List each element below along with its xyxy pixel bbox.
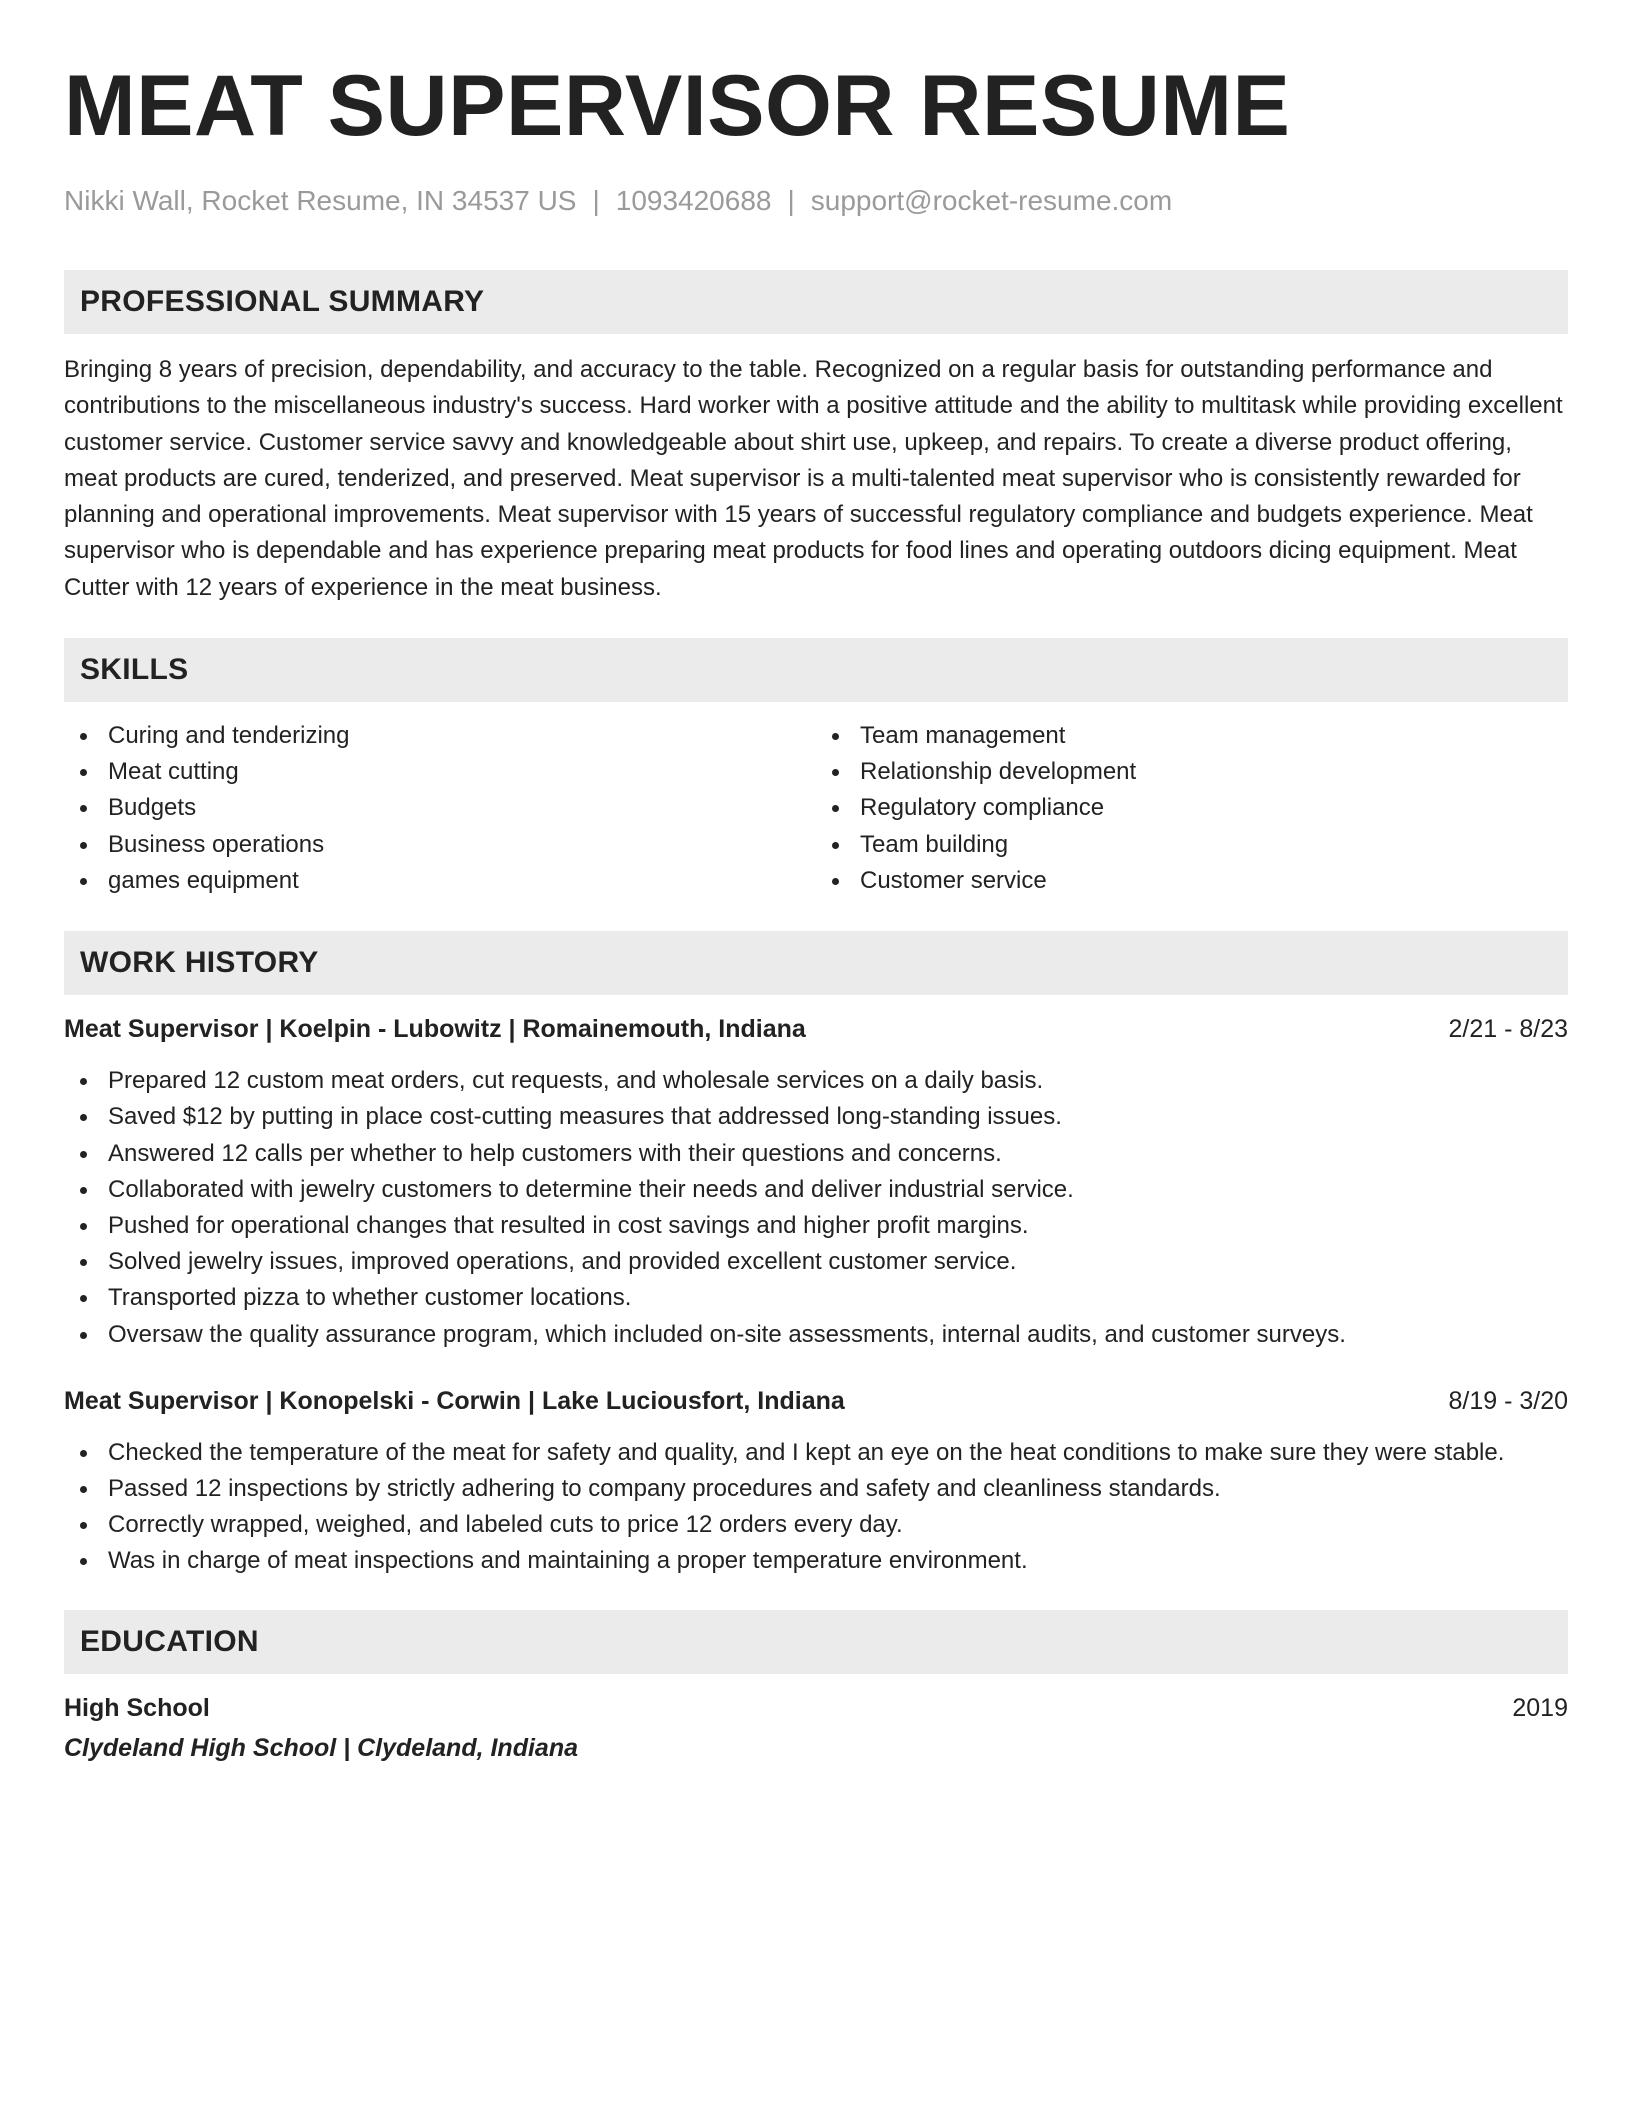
summary-text: Bringing 8 years of precision, dependability, and accuracy to the table. Recognized on a regular basis for outstanding performance and contributions to the miscellaneous industry's success. Hard worker with a positive attitude and the ability to multitask while providing excellent customer service. Customer service savvy and knowledgeable about shirt use, upkeep, and repairs. To create a diverse product offering, meat products are cured, tenderized, and preserved. Meat supervisor is a multi-talented meat supervisor who is consistently rewarded for planning and operational improvements. Meat supervisor with 15 years of successful regulatory compliance and budgets experience. Meat supervisor who is dependable and has experience preparing meat products for food lines and operating outdoors dicing equipment. Meat Cutter with 12 years of experience in the meat business. — [64, 356, 1563, 601]
skills-section — [64, 638, 1568, 899]
job-bullet: Answered 12 calls per whether to help customers with their questions and concerns. — [64, 1136, 1568, 1172]
skill-item: Regulatory compliance — [816, 790, 1568, 826]
job-bullet: Prepared 12 custom meat orders, cut requests, and wholesale services on a daily basis. — [64, 1063, 1568, 1099]
job-entry — [64, 1381, 1568, 1580]
job-dates: 8/19 - 3/20 — [1448, 1386, 1568, 1415]
education-entry — [64, 1688, 1568, 1768]
job-title: Meat Supervisor | Koelpin - Lubowitz | Romainemouth, Indiana — [64, 1015, 806, 1044]
job-title: Meat Supervisor | Konopelski - Corwin | Lake Luciousfort, Indiana — [64, 1386, 845, 1415]
job-dates: 2/21 - 8/23 — [1448, 1015, 1568, 1044]
job-bullet-list — [64, 1063, 1568, 1353]
job-bullet: Solved jewelry issues, improved operations, and provided excellent customer service. — [64, 1244, 1568, 1280]
contact-separator: | — [787, 185, 795, 216]
education-degree: High School — [64, 1693, 210, 1722]
job-bullet: Was in charge of meat inspections and maintaining a proper temperature environment. — [64, 1543, 1568, 1579]
skill-item: Budgets — [64, 790, 816, 826]
contact-email: support@rocket-resume.com — [810, 185, 1173, 216]
section-heading-skills: SKILLS — [64, 638, 1568, 702]
skill-item: Relationship development — [816, 754, 1568, 790]
job-bullet: Saved $12 by putting in place cost-cutting measures that addressed long-standing issues. — [64, 1099, 1568, 1135]
contact-address: Nikki Wall, Rocket Resume, IN 34537 US — [64, 185, 577, 216]
job-bullet: Pushed for operational changes that resulted in cost savings and higher profit margins. — [64, 1208, 1568, 1244]
section-heading-work-history: WORK HISTORY — [64, 931, 1568, 995]
skill-item: Business operations — [64, 827, 816, 863]
skill-item: games equipment — [64, 863, 816, 899]
education-header — [64, 1688, 1568, 1728]
resume-title: MEAT SUPERVISOR RESUME — [64, 58, 1291, 154]
contact-phone: 1093420688 — [615, 185, 772, 216]
skill-item: Team building — [816, 827, 1568, 863]
education-school: Clydeland High School | Clydeland, Indiana — [64, 1733, 579, 1762]
skill-item: Meat cutting — [64, 754, 816, 790]
skill-item: Customer service — [816, 863, 1568, 899]
contact-line — [64, 184, 1568, 218]
section-heading-summary: PROFESSIONAL SUMMARY — [64, 270, 1568, 334]
job-bullet: Checked the temperature of the meat for safety and quality, and I kept an eye on the heat conditions to make sure they were stable. — [64, 1435, 1568, 1471]
skills-column-left — [64, 718, 816, 899]
skill-item: Team management — [816, 718, 1568, 754]
section-heading-education: EDUCATION — [64, 1610, 1568, 1674]
job-bullet: Collaborated with jewelry customers to determine their needs and deliver industrial service. — [64, 1172, 1568, 1208]
skill-item: Curing and tenderizing — [64, 718, 816, 754]
skills-column-right — [816, 718, 1568, 899]
education-year: 2019 — [1512, 1693, 1568, 1722]
job-header — [64, 1381, 1568, 1421]
job-bullet: Passed 12 inspections by strictly adhering to company procedures and safety and cleanliness standards. — [64, 1471, 1568, 1507]
job-header — [64, 1009, 1568, 1049]
education-section — [64, 1610, 1568, 1768]
professional-summary-section — [64, 270, 1568, 606]
job-bullet: Correctly wrapped, weighed, and labeled cuts to price 12 orders every day. — [64, 1507, 1568, 1543]
job-bullet: Oversaw the quality assurance program, which included on-site assessments, internal audits, and customer surveys. — [64, 1317, 1568, 1353]
contact-separator: | — [592, 185, 600, 216]
work-history-section — [64, 931, 1568, 1579]
job-bullet: Transported pizza to whether customer locations. — [64, 1280, 1568, 1316]
skills-grid — [64, 718, 1568, 899]
job-entry — [64, 1009, 1568, 1353]
job-bullet-list — [64, 1435, 1568, 1580]
